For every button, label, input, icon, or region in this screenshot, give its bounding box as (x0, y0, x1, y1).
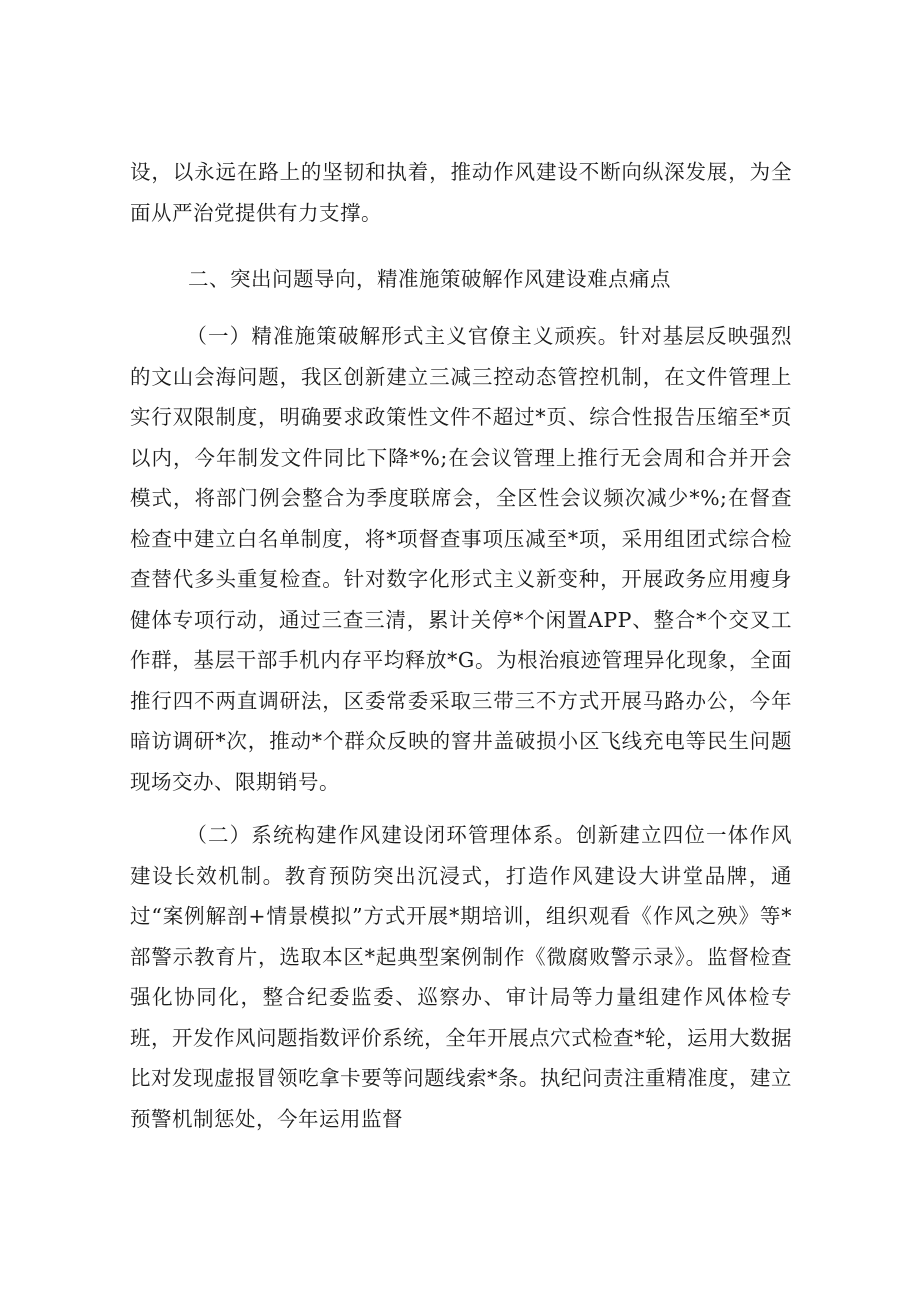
section-heading: 二、突出问题导向，精准施策破解作风建设难点痛点 (188, 267, 671, 291)
paragraph-subsection-1: （一）精准施策破解形式主义官僚主义顽疾。针对基层反映强烈的文山会海问题，我区创新建立三减三控动态管控机制，在文件管理上实行双限制度，明确要求政策性文件不超过*页、综合性报告压缩至*页以内，今年制发文件同比下降*%;在会议管理上推行无会周和合并开会模式，将部门例会整合为季度联席会，全区性会议频次减少*%;在督查检查中建立白名单制度，将*项督查事项压减至*项，采用组团式综合检查替代多头重复检查。针对数字化形式主义新变种，开展政务应用瘦身健体专项行动，通过三查三清，累计关停*个闲置APP、整合*个交叉工作群，基层干部手机内存平均释放*G。为根治痕迹管理异化现象，全面推行四不两直调研法，区委常委采取三带三不方式开展马路办公，今年暗访调研*次，推动*个群众反映的窨井盖破损小区飞线充电等民生问题现场交办、限期销号。 (130, 324, 792, 794)
paragraph-subsection-2: （二）系统构建作风建设闭环管理体系。创新建立四位一体作风建设长效机制。教育预防突出沉浸式，打造作风建设大讲堂品牌，通过“案例解剖+情景模拟”方式开展*期培训，组织观看《作风之殃》等*部警示教育片，选取本区*起典型案例制作《微腐败警示录》。监督检查强化协同化，整合纪委监委、巡察办、审计局等力量组建作风体检专班，开发作风问题指数评价系统，全年开展点穴式检查*轮，运用大数据比对发现虚报冒领吃拿卡要等问题线索*条。执纪问责注重精准度，建立预警机制惩处，今年运用监督 (130, 823, 792, 1131)
paragraph-continuation: 设，以永远在路上的坚韧和执着，推动作风建设不断向纵深发展，为全面从严治党提供有力支撑。 (130, 160, 792, 225)
